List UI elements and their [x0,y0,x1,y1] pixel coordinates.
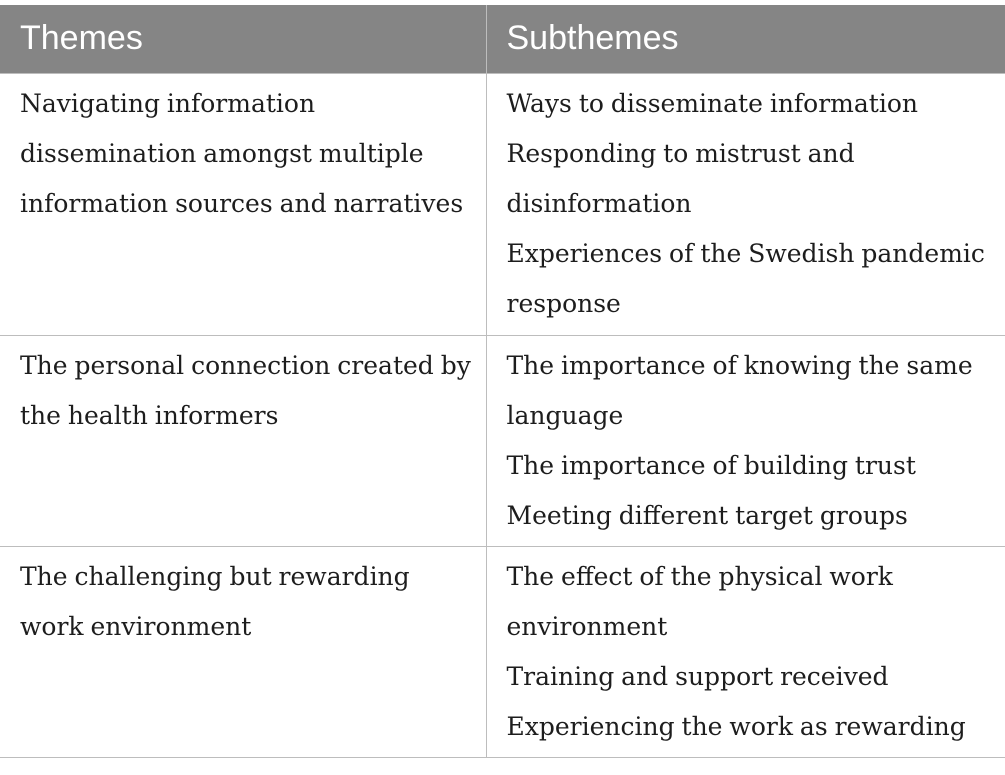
header-row [0,5,1005,73]
theme-cell: Navigating information dissemination amongst multiple information sources and narratives [0,73,486,335]
themes-table [0,5,1005,758]
theme-cell: The challenging but rewarding work environment [0,546,486,757]
subthemes-cell [486,335,1005,546]
subtheme-item: Experiencing the work as rewarding [506,711,966,741]
subtheme-item: Responding to mistrust and disinformation [506,138,855,218]
subtheme-item: The importance of building trust [506,450,916,480]
table-row [0,546,1005,757]
subtheme-item: Experiences of the Swedish pandemic response [506,238,985,318]
subthemes-cell [486,546,1005,757]
column-header-themes: Themes [0,5,486,73]
table-row [0,73,1005,335]
table-row [0,335,1005,546]
theme-cell: The personal connection created by the health informers [0,335,486,546]
column-header-subthemes: Subthemes [486,5,1005,73]
subthemes-cell [486,73,1005,335]
subtheme-item: The importance of knowing the same language [506,350,973,430]
subtheme-item: The effect of the physical work environment [506,561,893,641]
subtheme-item: Ways to disseminate information [506,88,918,118]
subtheme-item: Training and support received [506,661,889,691]
subtheme-item: Meeting different target groups [506,500,908,530]
